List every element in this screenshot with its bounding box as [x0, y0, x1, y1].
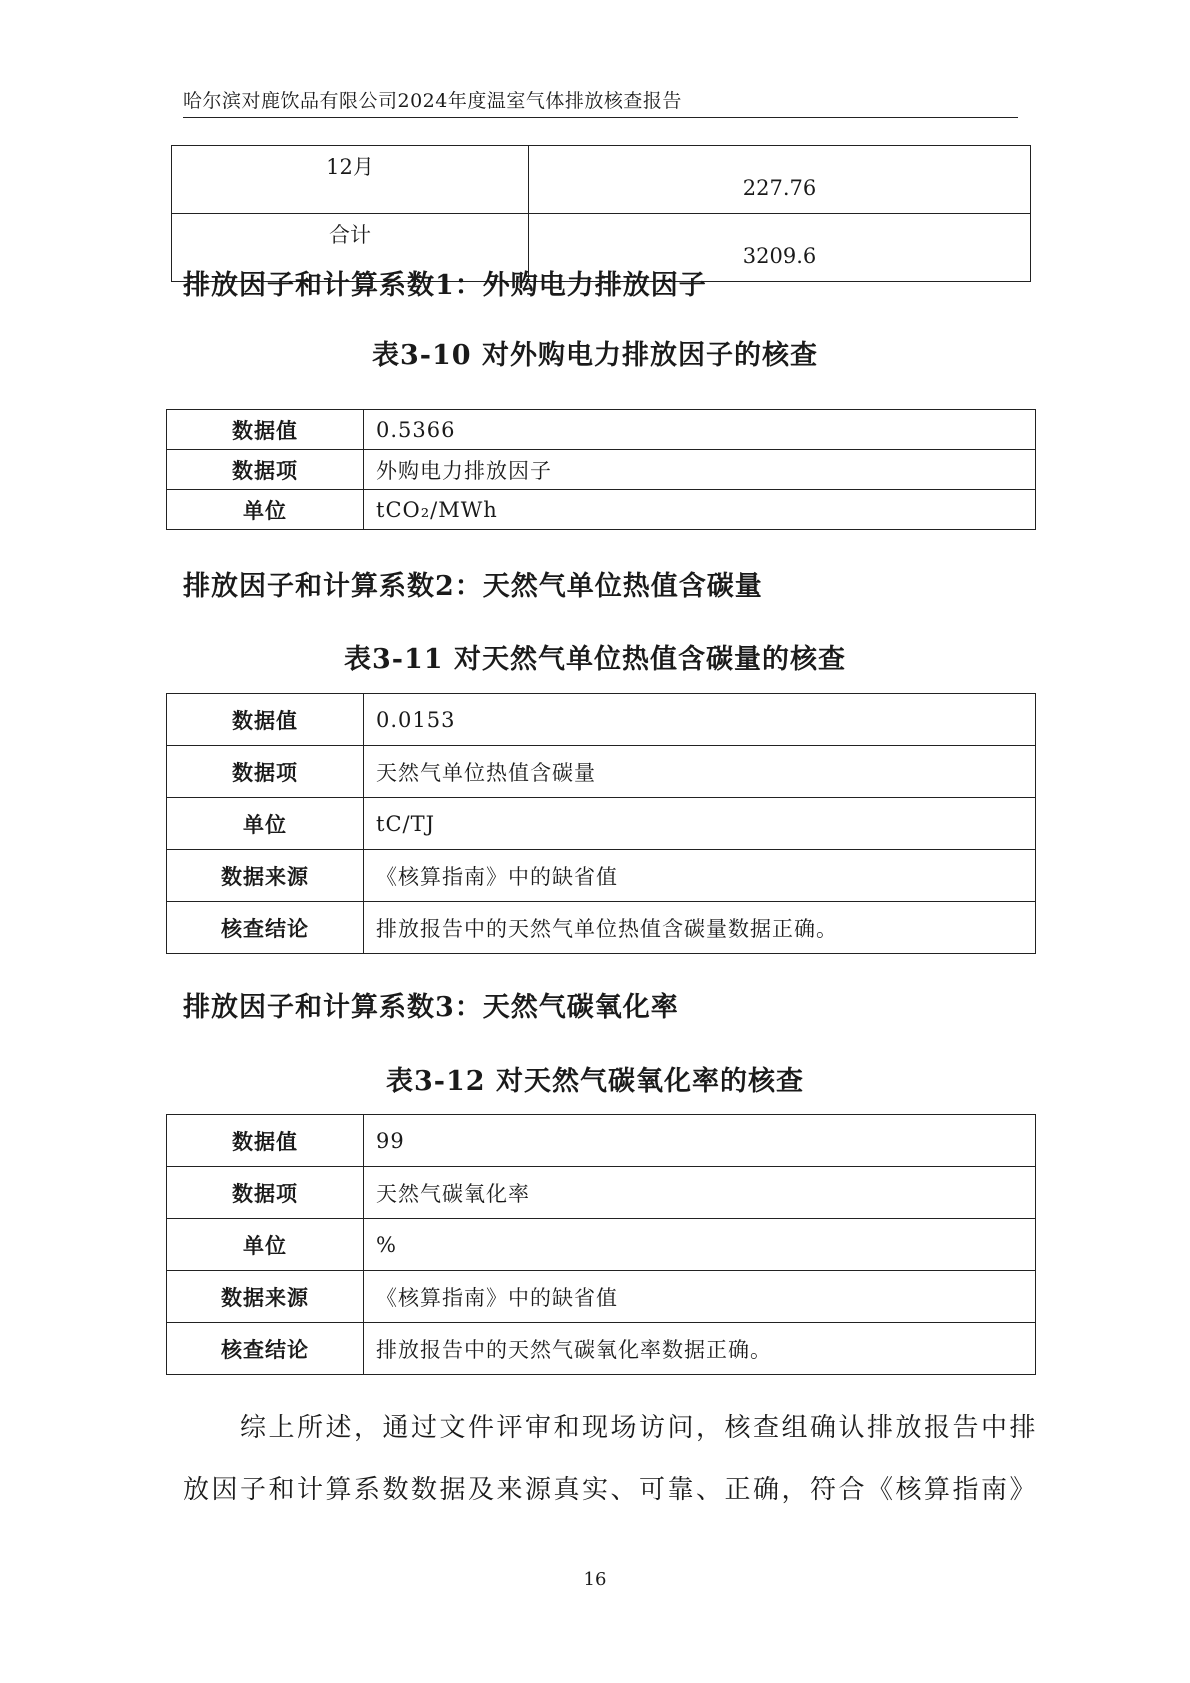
table-row: [167, 410, 1036, 450]
table-row: [167, 798, 1036, 850]
section-heading-3: 排放因子和计算系数3：天然气碳氧化率: [183, 992, 679, 1023]
row-value: 0.5366: [364, 410, 1036, 450]
row-value: 99: [364, 1115, 1036, 1167]
row-key: 单位: [167, 1219, 364, 1271]
value-cell: 3209.6: [529, 214, 1031, 282]
row-value: %: [364, 1219, 1036, 1271]
row-value: 《核算指南》中的缺省值: [364, 1271, 1036, 1323]
row-value: tCO₂/MWh: [364, 490, 1036, 530]
table-row: [167, 902, 1036, 954]
row-value: 外购电力排放因子: [364, 450, 1036, 490]
table-row: [172, 146, 1031, 214]
row-value: 0.0153: [364, 694, 1036, 746]
section-heading-2: 排放因子和计算系数2：天然气单位热值含碳量: [183, 571, 763, 602]
row-key: 数据值: [167, 694, 364, 746]
table-row: [167, 1115, 1036, 1167]
table-3-10: [166, 409, 1036, 530]
table-row: [167, 450, 1036, 490]
row-value: 《核算指南》中的缺省值: [364, 850, 1036, 902]
table-caption-3-12: 表3-12 对天然气碳氧化率的核查: [386, 1066, 804, 1097]
row-key: 数据项: [167, 1167, 364, 1219]
running-header: 哈尔滨对鹿饮品有限公司2024年度温室气体排放核查报告: [183, 90, 682, 112]
row-key: 核查结论: [167, 1323, 364, 1375]
row-key: 数据项: [167, 450, 364, 490]
table-row: [167, 850, 1036, 902]
table-row: [167, 746, 1036, 798]
row-value: 天然气单位热值含碳量: [364, 746, 1036, 798]
row-key: 核查结论: [167, 902, 364, 954]
row-key: 数据项: [167, 746, 364, 798]
table-row: [167, 694, 1036, 746]
summary-line-1: 综上所述，通过文件评审和现场访问，核查组确认排放报告中排: [183, 1413, 1039, 1443]
table-3-12: [166, 1114, 1036, 1375]
month-cell: 12月: [172, 146, 529, 214]
row-key: 数据值: [167, 410, 364, 450]
header-rule: [183, 117, 1018, 118]
table-row: [167, 490, 1036, 530]
page-number: 16: [583, 1569, 607, 1590]
summary-line-2: 放因子和计算系数数据及来源真实、可靠、正确，符合《核算指南》: [183, 1475, 1039, 1505]
table-row: [167, 1167, 1036, 1219]
row-key: 单位: [167, 798, 364, 850]
table-caption-3-11: 表3-11 对天然气单位热值含碳量的核查: [344, 644, 846, 675]
row-key: 数据值: [167, 1115, 364, 1167]
row-key: 数据来源: [167, 1271, 364, 1323]
table-caption-3-10: 表3-10 对外购电力排放因子的核查: [372, 340, 818, 371]
value-cell: 227.76: [529, 146, 1031, 214]
row-key: 单位: [167, 490, 364, 530]
table-3-11: [166, 693, 1036, 954]
table-row: [167, 1219, 1036, 1271]
month-cell: 合计: [172, 214, 529, 282]
table-row: [167, 1323, 1036, 1375]
section-heading-1: 排放因子和计算系数1：外购电力排放因子: [183, 270, 707, 301]
table-row: [167, 1271, 1036, 1323]
monthly-table: [171, 145, 1031, 282]
row-value: 排放报告中的天然气碳氧化率数据正确。: [364, 1323, 1036, 1375]
row-value: 天然气碳氧化率: [364, 1167, 1036, 1219]
row-value: tC/TJ: [364, 798, 1036, 850]
row-key: 数据来源: [167, 850, 364, 902]
row-value: 排放报告中的天然气单位热值含碳量数据正确。: [364, 902, 1036, 954]
